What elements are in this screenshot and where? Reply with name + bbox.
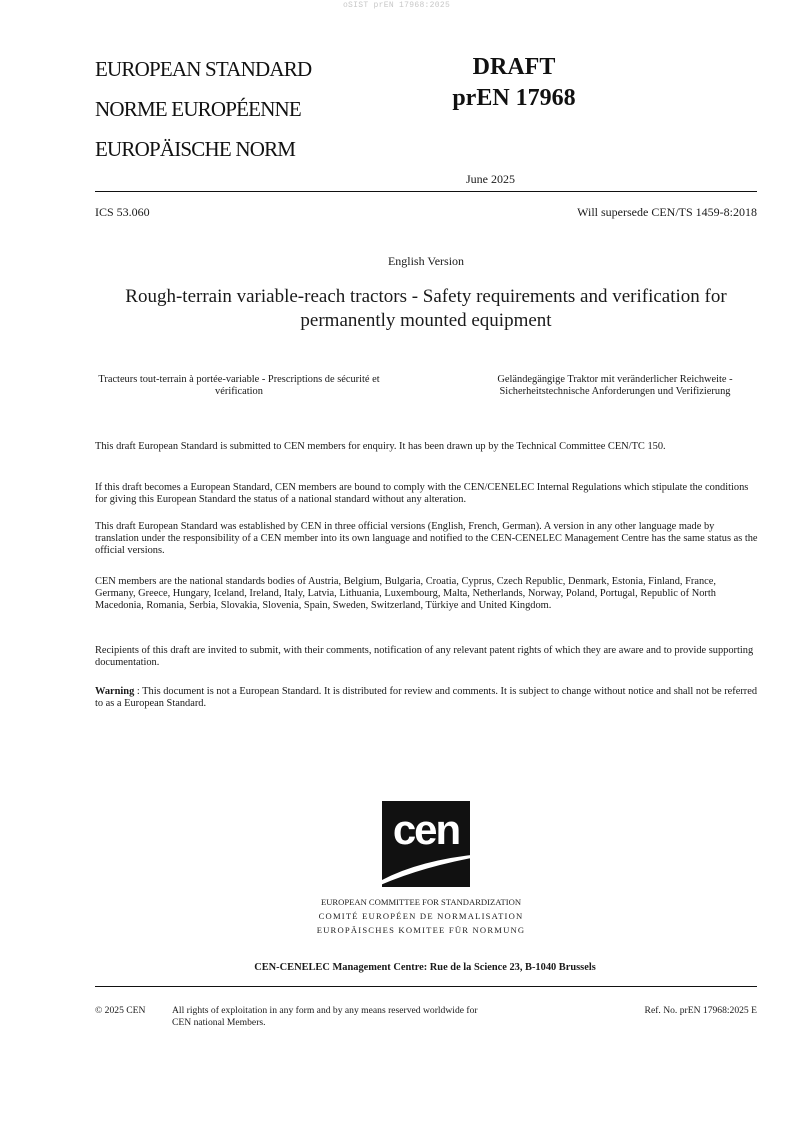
draft-label: DRAFT bbox=[472, 54, 556, 80]
warning-text: : This document is not a European Standard. It is distributed for review and comments. It is subject to change without notice and shall not be referred to as a European Standard. bbox=[95, 686, 758, 709]
publication-date: June 2025 bbox=[466, 172, 515, 186]
document-title: Rough-terrain variable-reach tractors - Safety requirements and verification for permanently mounted equipment bbox=[125, 286, 727, 331]
supersedes-note: Will supersede CEN/TS 1459-8:2018 bbox=[577, 205, 757, 219]
management-centre-address: CEN-CENELEC Management Centre: Rue de la Science 23, B-1040 Brussels bbox=[254, 962, 596, 973]
paragraph-members: CEN members are the national standards bodies of Austria, Belgium, Bulgaria, Croatia, Cyprus, Czech Republic, Denmark, Estonia, Finland, France, Germany, Greece, Hungary, Iceland, Ireland, Italy, Latvia, Lithuania, Luxembourg, Malta, Netherlands, Norway, Poland, Portugal, Republic of North Macedonia, Romania, Serbia, Slovakia, Slovenia, Spain, Sweden, Switzerland, Türkiye and United Kingdom. bbox=[95, 576, 716, 611]
ics-code: ICS 53.060 bbox=[95, 205, 150, 219]
cen-name-en: EUROPEAN COMMITTEE FOR STANDARDIZATION bbox=[320, 897, 522, 907]
copyright: © 2025 CEN bbox=[95, 1005, 146, 1016]
document-number: prEN 17968 bbox=[452, 85, 576, 111]
reference-number: Ref. No. prEN 17968:2025 E bbox=[644, 1005, 757, 1016]
standard-name-de: EUROPÄISCHE NORM bbox=[95, 137, 296, 161]
paragraph-versions: This draft European Standard was established by CEN in three official versions (English, French, German). A version in any other language made by translation under the responsibility of a CEN member into its own language and notified to the CEN-CENELEC Management Centre has the same status as the official versions. bbox=[95, 521, 758, 556]
header-rule bbox=[95, 191, 757, 192]
german-title: Geländegängige Traktor mit veränderlicher Reichweite - Sicherheitstechnische Anforderungen und Verifizierung bbox=[497, 374, 733, 397]
cen-logo bbox=[370, 799, 482, 889]
french-title: Tracteurs tout-terrain à portée-variable - Prescriptions de sécurité et vérification bbox=[98, 374, 380, 397]
cen-logo-text: cen bbox=[392, 806, 460, 853]
cen-logo-graphic bbox=[370, 799, 482, 889]
paragraph-enquiry: This draft European Standard is submitted to CEN members for enquiry. It has been drawn up by the Technical Committee CEN/TC 150. bbox=[95, 441, 666, 452]
warning-label: Warning bbox=[95, 686, 135, 697]
standard-name-en: EUROPEAN STANDARD bbox=[95, 57, 312, 81]
watermark: oSIST prEN 17968:2025 bbox=[342, 1, 451, 10]
cen-name-fr: COMITÉ EUROPÉEN DE NORMALISATION bbox=[318, 911, 524, 921]
footer-rule bbox=[95, 986, 757, 987]
cen-name-de: EUROPÄISCHES KOMITEE FÜR NORMUNG bbox=[316, 925, 526, 935]
rights-statement: All rights of exploitation in any form and by any means reserved worldwide for CEN national Members. bbox=[172, 1005, 478, 1028]
paragraph-compliance: If this draft becomes a European Standard, CEN members are bound to comply with the CEN/CENELEC Internal Regulations which stipulate the conditions for giving this European Standard the status of a national standard without any alteration. bbox=[95, 482, 749, 505]
version-label: English Version bbox=[387, 254, 465, 268]
warning-paragraph bbox=[95, 686, 759, 710]
paragraph-patents: Recipients of this draft are invited to submit, with their comments, notification of any relevant patent rights of which they are aware and to provide supporting documentation. bbox=[95, 645, 754, 668]
standard-name-fr: NORME EUROPÉENNE bbox=[95, 97, 301, 121]
